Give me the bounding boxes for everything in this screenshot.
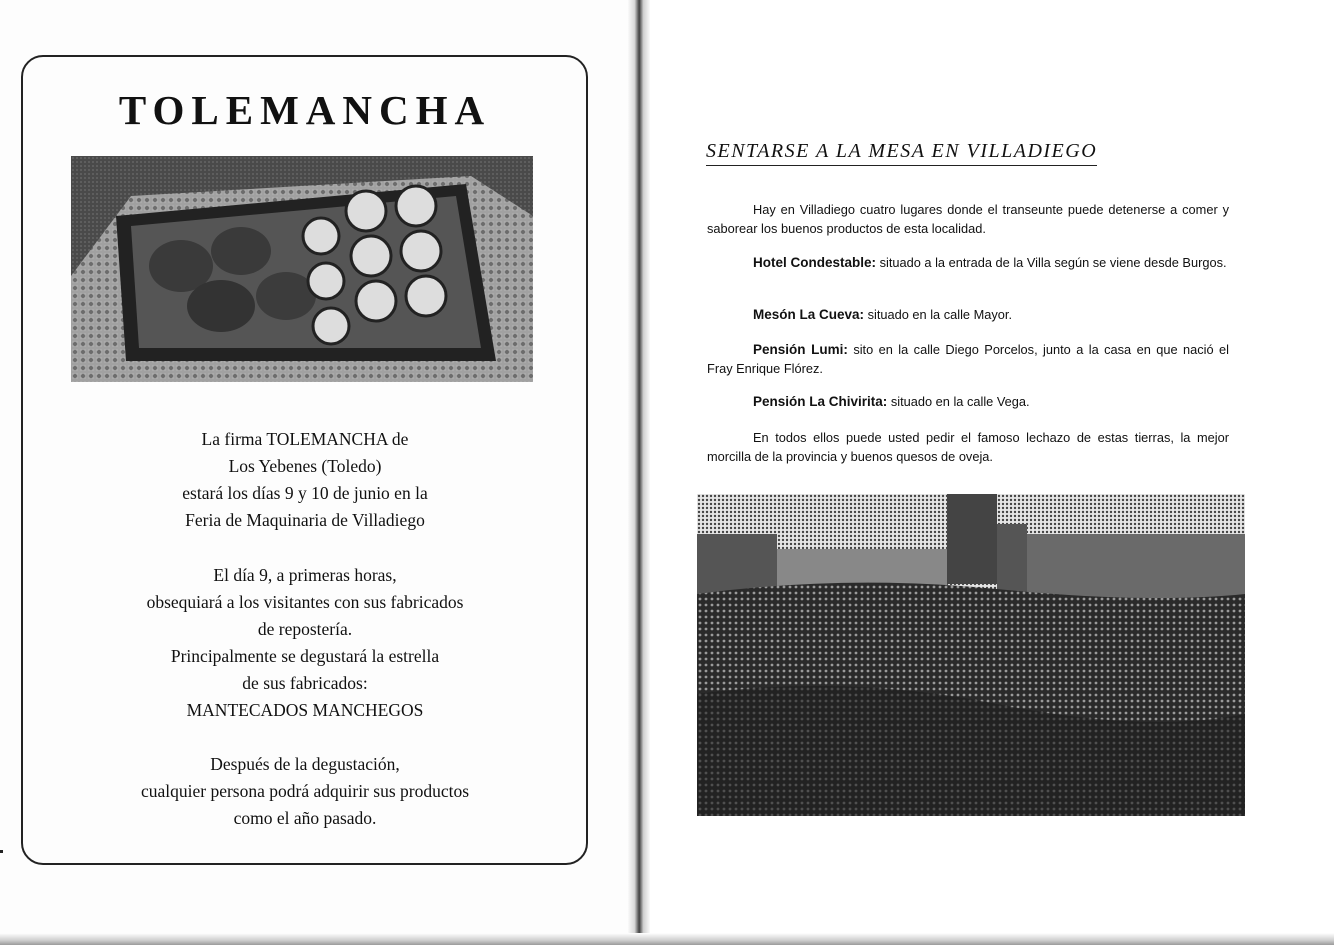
text-line: de repostería.	[257, 619, 353, 639]
section-heading: SENTARSE A LA MESA EN VILLADIEGO	[706, 140, 1097, 166]
closing-paragraph	[707, 428, 1229, 466]
place-description: situado a la entrada de la Villa según se viene desde Burgos.	[879, 255, 1227, 270]
text-line: Principalmente se degustará la estrella	[170, 646, 440, 666]
place-entry	[707, 392, 1229, 411]
advert-paragraph-3	[60, 751, 550, 832]
place-entry	[707, 340, 1229, 378]
text-line: El día 9, a primeras horas,	[213, 565, 397, 585]
place-description: situado en la calle Mayor.	[867, 307, 1012, 322]
place-entry	[707, 305, 1229, 324]
text-line: Los Yebenes (Toledo)	[228, 456, 382, 476]
intro-text: Hay en Villadiego cuatro lugares donde el transeunte puede detenerse a comer y saborear los buenos productos de esta localidad.	[707, 202, 1229, 236]
place-description: sito en la calle Diego Porcelos, junto a la casa en que nació el Fray Enrique Flórez.	[707, 342, 1230, 376]
text-line: Feria de Maquinaria de Villadiego	[185, 510, 425, 530]
place-entry	[707, 253, 1229, 272]
text-line: como el año pasado.	[233, 808, 377, 828]
place-description: situado en la calle Vega.	[890, 394, 1030, 409]
advert-title: TOLEMANCHA	[118, 87, 492, 133]
pastry-tray-photo	[71, 156, 533, 382]
text-line: La firma TOLEMANCHA de	[201, 429, 409, 449]
page-mark	[0, 850, 3, 853]
book-gutter	[628, 0, 650, 945]
text-line: estará los días 9 y 10 de junio en la	[182, 483, 428, 503]
closing-text: En todos ellos puede usted pedir el famoso lechazo de estas tierras, la mejor morcilla de la provincia y buenos quesos de oveja.	[707, 430, 1229, 464]
text-line: Después de la degustación,	[210, 754, 400, 774]
text-line: cualquier persona podrá adquirir sus productos	[140, 781, 470, 801]
page-bottom-edge	[0, 933, 1334, 945]
town-square-photo	[697, 494, 1245, 816]
text-line: MANTECADOS MANCHEGOS	[186, 700, 424, 720]
advert-paragraph-2	[60, 562, 550, 724]
place-name: Mesón La Cueva:	[753, 307, 865, 322]
text-line: de sus fabricados:	[242, 673, 368, 693]
advert-paragraph-1	[60, 426, 550, 534]
place-name: Pensión La Chivirita:	[753, 394, 888, 409]
intro-paragraph	[707, 200, 1229, 238]
place-name: Pensión Lumi:	[753, 342, 848, 357]
place-name: Hotel Condestable:	[753, 255, 877, 270]
text-line: obsequiará a los visitantes con sus fabricados	[146, 592, 464, 612]
